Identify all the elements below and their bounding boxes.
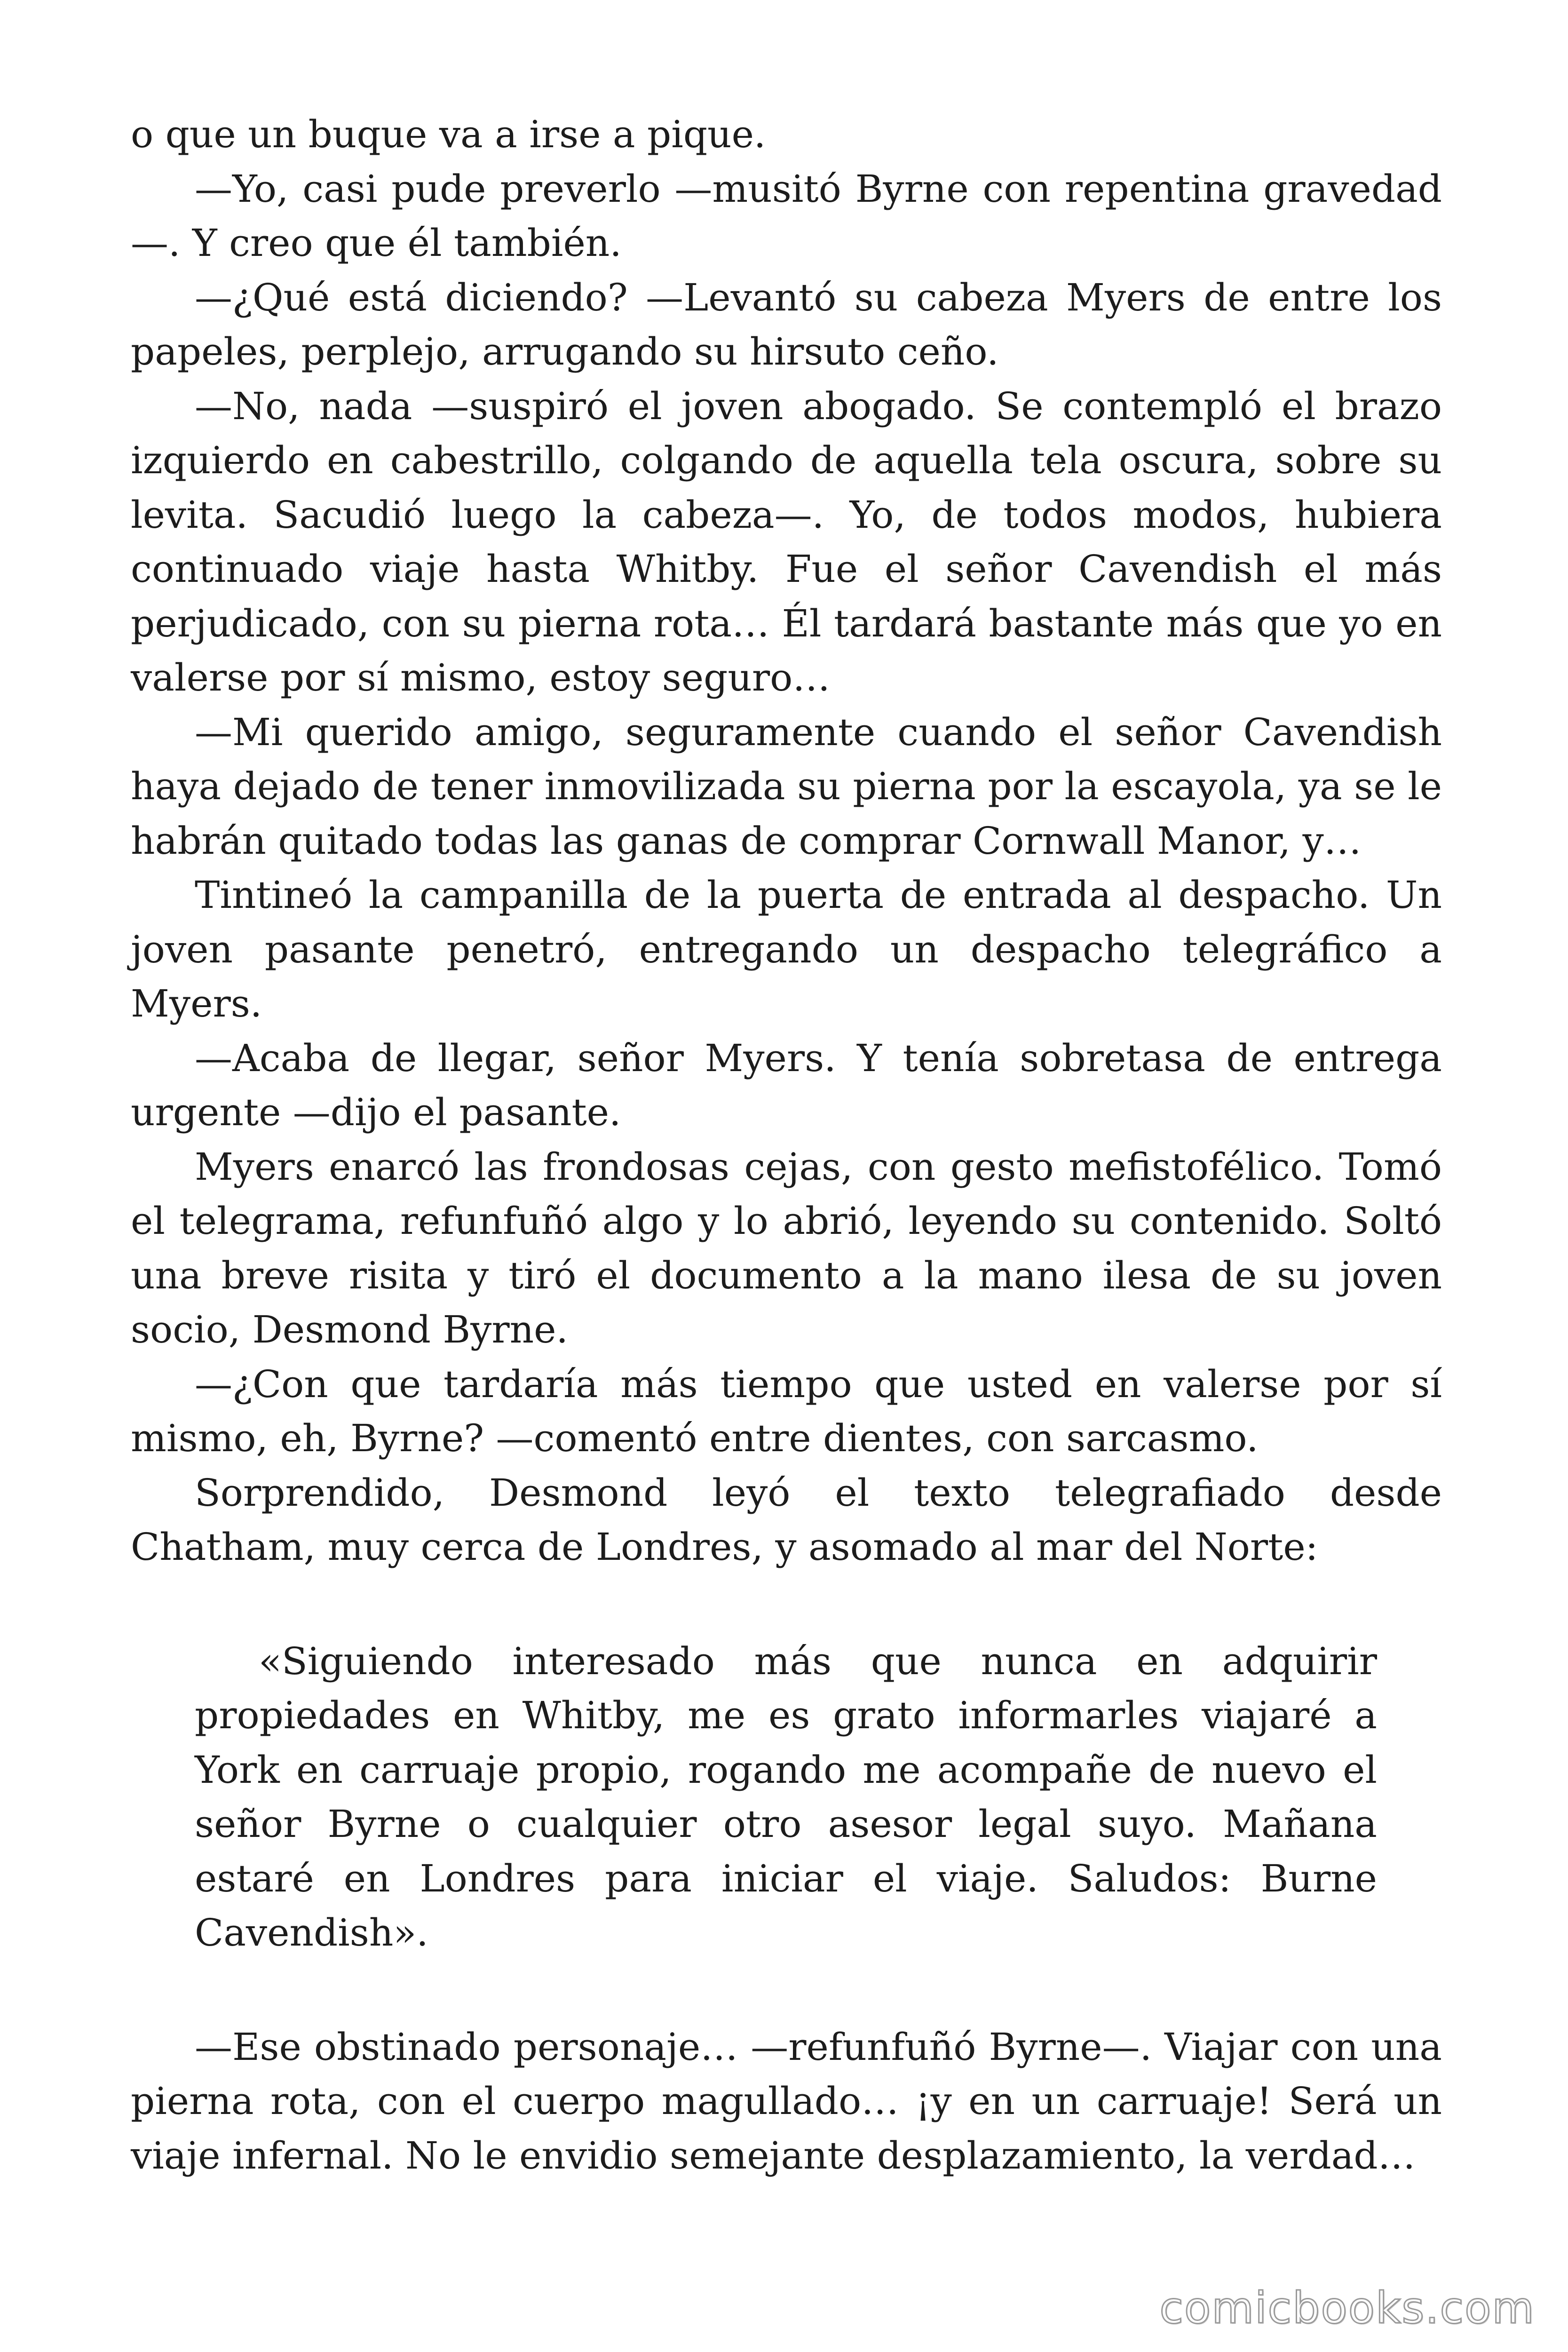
paragraph: Tintineó la campanilla de la puerta de entrada al despacho. Un joven pasante penetró, entregando un despacho telegráfico a Myers. [131, 873, 1442, 1025]
paragraph: —¿Qué está diciendo? —Levantó su cabeza Myers de entre los papeles, perplejo, arrugando su hirsuto ceño. [131, 275, 1442, 373]
paragraph: —¿Con que tardaría más tiempo que usted en valerse por sí mismo, eh, Byrne? —comentó entre dientes, con sarcasmo. [131, 1362, 1442, 1460]
body-text [131, 107, 1442, 2183]
paragraph: —No, nada —suspiró el joven abogado. Se contempló el brazo izquierdo en cabestrillo, colgando de aquella tela oscura, sobre su levita. Sacudió luego la cabeza—. Yo, de todos modos, hubiera continuado viaje hasta Whitby. Fue el señor Cavendish el más perjudicado, con su pierna rota… Él tardará bastante más que yo en valerse por sí mismo, estoy seguro… [131, 384, 1442, 699]
paragraph: —Ese obstinado personaje… —refunfuñó Byrne—. Viajar con una pierna rota, con el cuerpo magullado… ¡y en un carruaje! Será un viaje infernal. No le envidio semejante desplazamiento, la verdad… [131, 2025, 1442, 2177]
paragraph: Myers enarcó las frondosas cejas, con gesto mefistofélico. Tomó el telegrama, refunfuñó algo y lo abrió, leyendo su contenido. Soltó una breve risita y tiró el documento a la mano ilesa de su joven socio, Desmond Byrne. [131, 1144, 1442, 1351]
paragraph: Sorprendido, Desmond leyó el texto telegrafiado desde Chatham, muy cerca de Londres, y asomado al mar del Norte: [131, 1470, 1442, 1569]
paragraph: —Yo, casi pude preverlo —musitó Byrne con repentina gravedad —. Y creo que él también. [131, 167, 1442, 265]
paragraph: o que un buque va a irse a pique. [131, 112, 766, 156]
paragraph: —Mi querido amigo, seguramente cuando el señor Cavendish haya dejado de tener inmovilizada su pierna por la escayola, ya se le habrán quitado todas las ganas de comprar Cornwall Manor, y… [131, 710, 1442, 863]
telegram-quote: «Siguiendo interesado más que nunca en adquirir propiedades en Whitby, me es grato informarles viajaré a York en carruaje propio, rogando me acompañe de nuevo el señor Byrne o cualquier otro asesor legal suyo. Mañana estaré en Londres para iniciar el viaje. Saludos: Burne Cavendish». [195, 1639, 1377, 1955]
watermark-logo: comicbooks.com [1159, 2283, 1535, 2333]
paragraph: —Acaba de llegar, señor Myers. Y tenía sobretasa de entrega urgente —dijo el pasante. [131, 1036, 1442, 1134]
